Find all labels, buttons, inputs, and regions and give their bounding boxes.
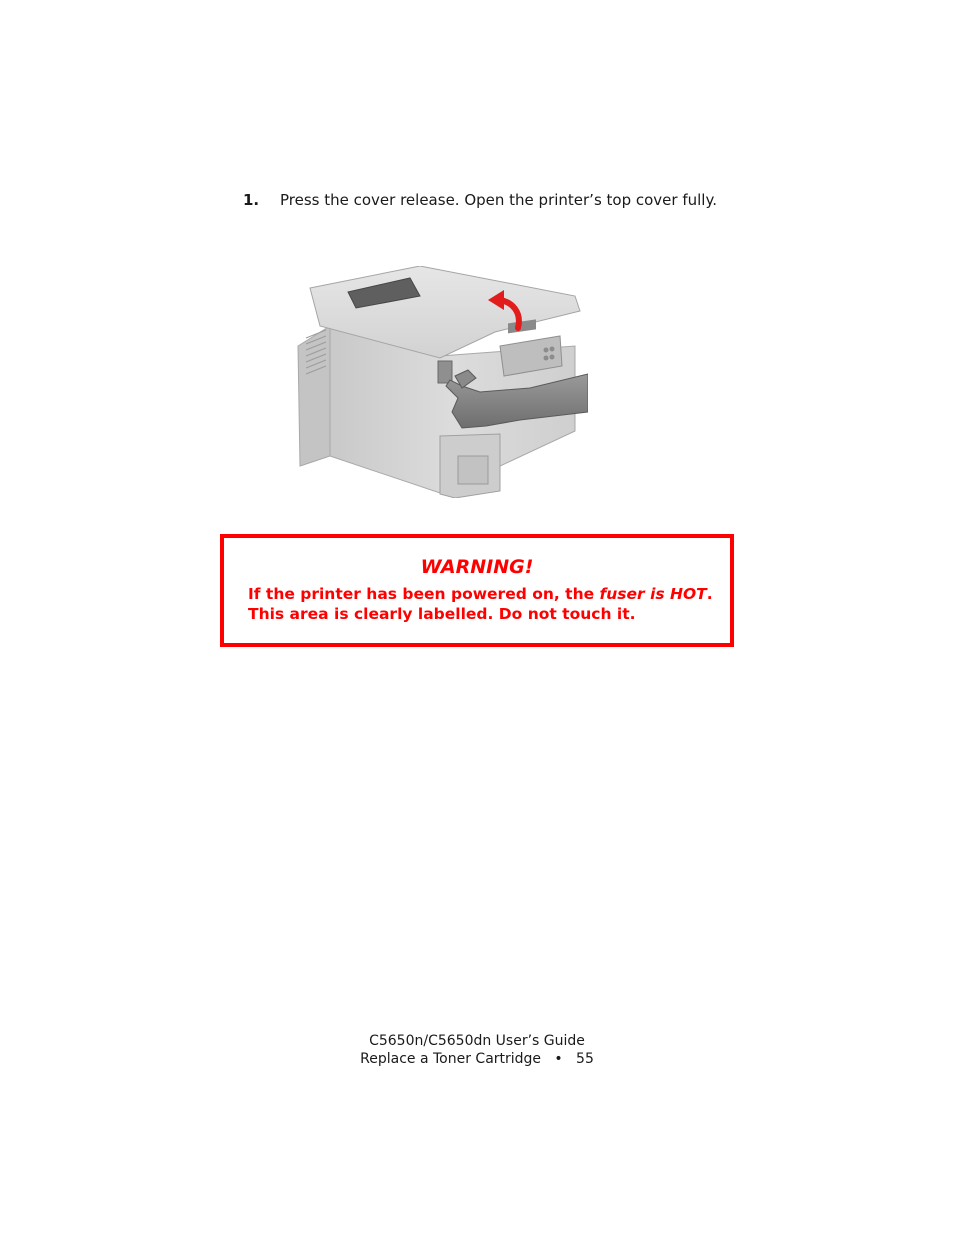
footer-guide-title: C5650n/C5650dn User’s Guide <box>369 1033 585 1049</box>
printer-top-cover-open-icon <box>290 266 588 498</box>
page-number: 55 <box>576 1051 594 1067</box>
footer-bullet: • <box>554 1051 563 1067</box>
footer-section-line <box>0 1050 954 1068</box>
step-number: 1. <box>243 191 260 209</box>
step-text: Press the cover release. Open the printer’s top cover fully. <box>280 191 717 209</box>
warning-title: WARNING! <box>420 556 534 578</box>
footer-section: Replace a Toner Cartridge <box>360 1051 542 1067</box>
warning-emphasis: fuser is HOT <box>599 585 707 603</box>
warning-body <box>248 584 718 624</box>
warning-text-part2: . This area is clearly labelled. Do not touch it. <box>248 585 713 623</box>
warning-text-part1: If the printer has been powered on, the <box>248 585 600 603</box>
printer-figure <box>290 266 588 498</box>
page-footer <box>0 1032 954 1068</box>
warning-box <box>220 534 734 647</box>
